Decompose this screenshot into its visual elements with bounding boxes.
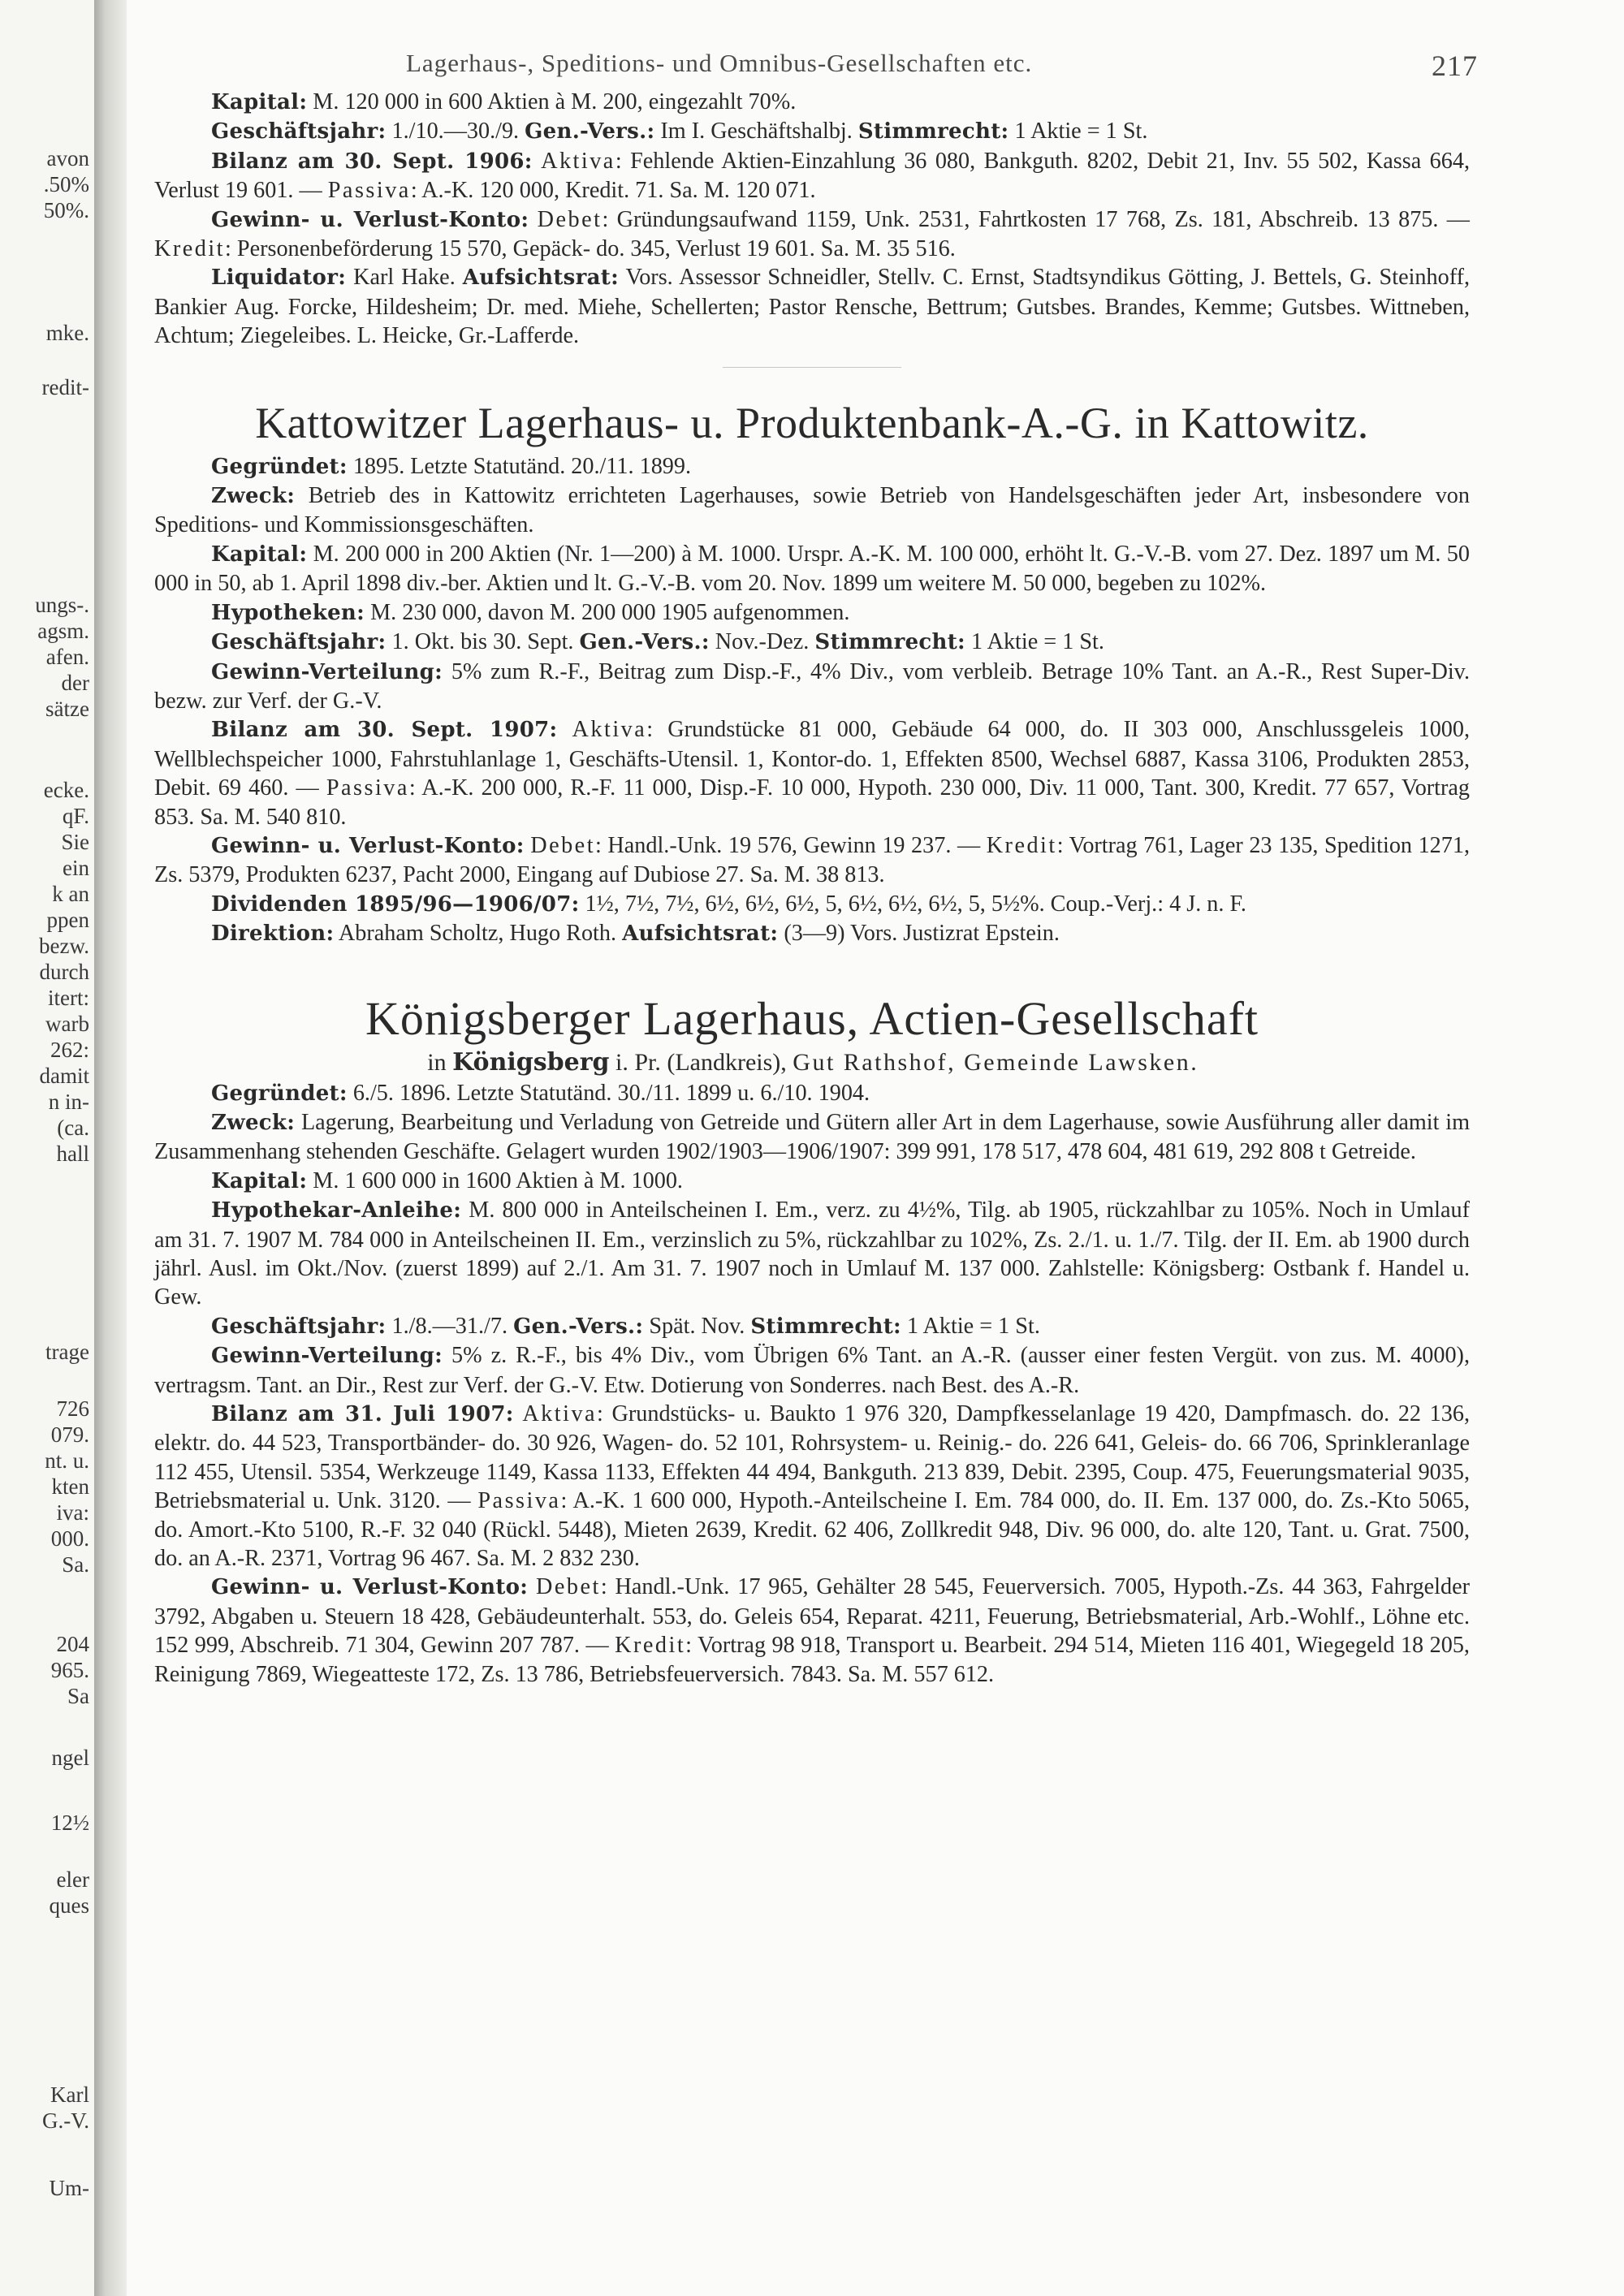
left-page-word: qF. [62, 804, 89, 828]
left-page-word: avon [46, 146, 89, 170]
running-title: Lagerhaus-, Speditions- und Omnibus-Gesellschaften etc. [406, 49, 1033, 77]
paragraph: Geschäftsjahr: 1. Okt. bis 30. Sept. Gen.-Vers.: Nov.-Dez. Stimmrecht: 1 Aktie = 1 St. [211, 629, 1104, 655]
section-divider [723, 367, 901, 368]
field-label: Hypotheken: [211, 600, 365, 625]
page-number: 217 [1432, 50, 1478, 82]
left-page-word: 50%. [43, 198, 89, 222]
field-label: Kapital: [211, 542, 308, 567]
field-label: Gegründet: [211, 1081, 348, 1106]
field-label: Gewinn- u. Verlust-Konto: [211, 1575, 529, 1600]
paragraph: Bilanz am 31. Juli 1907: Aktiva: Grundstücks- u. Baukto 1 976 320, Dampfkesselanlage 19 420, Dampfmasch. do. 22 136, elektr. do. 44 523, Transportbänder- do. 30 926, Wagen- do. 52 101, Rohrsystem- u. Reinig.- do. 226 641, Geleis- do. 66 706, Sprinkleranlage 112 455, Utensil. 5354, Werkzeuge 1149, Kassa 1133, Effekten 44 494, Bankguth. 213 839, Debit. 2395, Coup. 475, Feuerungsmaterial 9035, Betriebsmaterial u. Unk. 3120. — Passiva: A.-K. 1 600 000, Hypoth.-Anteilscheine I. Em. 784 000, do. II. Em. 137 000, do. Zs.-Kto 5065, do. Amort.-Kto 5100, R.-F. 32 040 (Rückl. 5448), Mieten 2639, Kredit. 62 406, Zollkredit 948, Div. 96 000, do. alte 120, Tant. u. Grat. 7500, do. an A.-R. 2371, Vortrag 96 467. Sa. M. 2 832 230. [154, 1401, 1470, 1572]
field-label: Zweck: [211, 484, 296, 509]
field-label: Kapital: [211, 1168, 308, 1193]
left-page-word: .50% [43, 172, 89, 196]
field-label: Gegründet: [211, 454, 348, 479]
entry-title: Königsberger Lagerhaus, Actien-Gesellschaft [365, 991, 1259, 1045]
field-label: Direktion: [211, 921, 335, 947]
left-page-word: afen. [45, 645, 89, 669]
field-label: Gewinn-Verteilung: [211, 659, 443, 684]
entry-kattowitzer [154, 397, 1470, 949]
field-label: Geschäftsjahr: [211, 1314, 387, 1339]
book-page [154, 49, 1478, 1689]
paragraph: Hypotheken: M. 230 000, davon M. 200 000 1905 aufgenommen. [211, 599, 850, 625]
field-label: Geschäftsjahr: [211, 630, 387, 655]
left-page-word: 965. [50, 1658, 89, 1682]
paragraph: Kapital: M. 200 000 in 200 Aktien (Nr. 1—200) à M. 1000. Urspr. A.-K. M. 100 000, erhöht lt. G.-V.-B. vom 27. Dez. 1897 um M. 50 000 in 50, ab 1. April 1898 div.-ber. Aktien und lt. G.-V.-B. vom 20. Nov. 1899 um weitere M. 50 000, begeben zu 102%. [154, 541, 1470, 597]
left-page-word: Sie [61, 830, 89, 854]
left-page-word: 262: [50, 1038, 89, 1062]
field-label: Stimmrecht: [857, 119, 1009, 145]
field-label: Kapital: [211, 90, 308, 114]
left-page-word: ppen [46, 908, 89, 932]
left-page-word: damit [39, 1064, 89, 1088]
field-label: Aufsichtsrat: [462, 265, 619, 291]
entry-title: Kattowitzer Lagerhaus- u. Produktenbank-A.-G. in Kattowitz. [255, 398, 1369, 447]
field-label: Gewinn- u. Verlust-Konto: [211, 833, 525, 858]
left-page-word: Sa. [62, 1552, 89, 1577]
left-page-word: itert: [48, 986, 89, 1010]
entry3-body [154, 1079, 1470, 1690]
left-page-word: 12½ [50, 1810, 89, 1835]
field-label: Zweck: [211, 1110, 296, 1135]
left-page-word: ein [63, 856, 89, 880]
field-label: Bilanz am 30. Sept. 1906: [211, 149, 533, 174]
left-page-word: durch [39, 960, 89, 984]
left-page-word: 000. [50, 1526, 89, 1551]
paragraph: Gegründet: 6./5. 1896. Letzte Statutänd. 30./11. 1899 u. 6./10. 1904. [211, 1080, 870, 1106]
left-page-word: iva: [56, 1500, 89, 1525]
paragraph: Gewinn- u. Verlust-Konto: Debet: Handl.-Unk. 19 576, Gewinn 19 237. — Kredit: Vortrag 761, Lager 23 135, Spedition 1271, Zs. 5379, Produkten 6237, Pacht 2000, Eingang auf Dubiose 27. Sa. M. 38 813. [154, 832, 1471, 888]
entry-omnibus-continuation [154, 88, 1470, 351]
field-label: Gen.-Vers.: [579, 630, 710, 655]
field-label: Bilanz am 30. Sept. 1907: [211, 718, 558, 743]
paragraph: Dividenden 1895/96—1906/07: 1½, 7½, 7½, 6½, 6½, 6½, 5, 6½, 6½, 6½, 5, 5½%. Coup.-Verj.: 4 J. n. F. [211, 891, 1246, 917]
paragraph: Gegründet: 1895. Letzte Statutänd. 20./11. 1899. [211, 453, 692, 479]
left-page-word: k an [52, 882, 89, 906]
left-page-word: 204 [56, 1632, 89, 1656]
left-page-word: kten [51, 1474, 89, 1499]
left-page-word: mke. [45, 321, 89, 345]
left-page-word: G.-V. [41, 2108, 89, 2133]
left-page-word: sätze [45, 697, 89, 721]
paragraph: Bilanz am 30. Sept. 1906: Aktiva: Fehlende Aktien-Einzahlung 36 080, Bankguth. 8202, Debit 21, Inv. 55 502, Kassa 664, Verlust 19 601. — Passiva: A.-K. 120 000, Kredit. 71. Sa. M. 120 071. [154, 148, 1471, 204]
field-label: Liquidator: [211, 265, 347, 291]
paragraph: Kapital: M. 120 000 in 600 Aktien à M. 200, eingezahlt 70%. [211, 89, 797, 114]
field-label: Gewinn-Verteilung: [211, 1344, 443, 1369]
left-page-word: Karl [50, 2082, 89, 2107]
paragraph: Liquidator: Karl Hake. Aufsichtsrat: Vors. Assessor Schneidler, Stellv. C. Ernst, Stadtsyndikus Götting, J. Bettels, G. Steinhoff, Bankier Aug. Forcke, Hildesheim; Dr. med. Miehe, Schellerten; Pastor Rensche, Bettrum; Gutsbes. Brandes, Kemme; Gutsbes. Wittneben, Achtum; Ziegeleibes. L. Heicke, Gr.-Lafferde. [154, 265, 1470, 349]
entry1-body [154, 88, 1470, 351]
field-label: Gen.-Vers.: [525, 119, 655, 145]
entry-koenigsberger [154, 993, 1470, 1690]
paragraph: Hypothekar-Anleihe: M. 800 000 in Anteilscheinen I. Em., verz. zu 4½%, Tilg. ab 1905, rückzahlbar zu 105%. Noch in Umlauf am 31. 7. 1907 M. 784 000 in Anteilscheinen II. Em., verzinslich zu 5%, rückzahlbar zu 102%, Zs. 2./1. u. 1./7. Tilg. der II. Em. ab 1900 durch jährl. Ausl. im Okt./Nov. (zuerst 1899) auf 2./1. Am 31. 7. 1907 noch in Umlauf M. 137 000. Zahlstelle: Königsberg: Ostbank f. Handel u. Gew. [154, 1198, 1470, 1310]
paragraph: Zweck: Lagerung, Bearbeitung und Verladung von Getreide und Gütern aller Art in dem Lagerhause, sowie Ausführung aller damit im Zusammenhang stehenden Geschäfte. Gelagert wurden 1902/1903—1906/1907: 399 991, 178 517, 478 604, 481 619, 292 808 t Getreide. [154, 1109, 1470, 1165]
paragraph: Gewinn- u. Verlust-Konto: Debet: Gründungsaufwand 1159, Unk. 2531, Fahrtkosten 17 768, Zs. 181, Abschreib. 13 875. — Kredit: Personenbeförderung 15 570, Gepäck- do. 345, Verlust 19 601. Sa. M. 35 516. [154, 206, 1470, 262]
left-page-word: redit- [41, 375, 89, 399]
left-page-word: (ca. [57, 1116, 89, 1140]
field-label: Hypothekar-Anleihe: [211, 1198, 462, 1224]
field-label: Geschäftsjahr: [211, 119, 387, 145]
paragraph: Gewinn- u. Verlust-Konto: Debet: Handl.-Unk. 17 965, Gehälter 28 545, Feuerversich. 7005, Hypoth.-Zs. 44 363, Fahrgelder 3792, Abgaben u. Steuern 18 428, Gebäudeunterhalt. 553, do. Geleis 654, Reparat. 4211, Feuerung, Betriebsmaterial, Arb.-Wohlf., Löhne etc. 152 999, Abschreib. 71 304, Gewinn 207 787. — Kredit: Vortrag 98 918, Transport u. Bearbeit. 294 514, Mieten 116 401, Wiegegeld 18 205, Reinigung 7869, Wiegeatteste 172, Zs. 13 786, Betriebsfeuerversich. 7843. Sa. M. 557 612. [154, 1574, 1471, 1687]
page-header [154, 49, 1478, 88]
left-page-word: Sa [67, 1684, 89, 1708]
left-page-word: eler [56, 1867, 89, 1892]
left-page-word: Um- [49, 2176, 89, 2200]
left-page-word: ques [49, 1893, 89, 1918]
paragraph: Bilanz am 30. Sept. 1907: Aktiva: Grundstücke 81 000, Gebäude 64 000, do. II 303 000, Anschlussgeleis 1000, Wellblechspeicher 1000, Fahrstuhlanlage 1, Geschäfts-Utensil. 1, Kontor-do. 1, Effekten 8500, Wechsel 6887, Kassa 3106, Produkten 2853, Debit. 69 460. — Passiva: A.-K. 200 000, R.-F. 11 000, Disp.-F. 10 000, Hypoth. 230 000, Div. 11 000, Tant. 300, Kredit. 77 657, Vortrag 853. Sa. M. 540 810. [154, 717, 1471, 830]
field-label: Aufsichtsrat: [622, 921, 779, 947]
field-label: Gewinn- u. Verlust-Konto: [211, 207, 529, 232]
page-gutter-shadow [94, 0, 127, 2296]
entry-subtitle: in Königsberg i. Pr. (Landkreis), Gut Rathshof, Gemeinde Lawsken. [427, 1047, 1197, 1077]
left-page-word: nt. u. [45, 1448, 89, 1473]
left-page-word: hall [56, 1142, 89, 1166]
field-label: Dividenden 1895/96—1906/07: [211, 891, 580, 917]
paragraph: Zweck: Betrieb des in Kattowitz errichteten Lagerhauses, sowie Betrieb von Handelsgeschäften jeder Art, insbesondere von Speditions- und Kommissionsgeschäften. [154, 483, 1470, 538]
entry2-body [154, 452, 1470, 949]
paragraph: Geschäftsjahr: 1./8.—31./7. Gen.-Vers.: Spät. Nov. Stimmrecht: 1 Aktie = 1 St. [211, 1313, 1040, 1339]
left-page-word: n in- [48, 1090, 89, 1114]
left-page-word: der [61, 671, 89, 695]
left-page-word: ecke. [43, 778, 89, 802]
paragraph: Gewinn-Verteilung: 5% zum R.-F., Beitrag zum Disp.-F., 4% Div., vom verbleib. Betrage 10% Tant. an A.-R., Rest Super-Div. bezw. zur Verf. der G.-V. [154, 658, 1470, 714]
left-page-word: trage [45, 1340, 89, 1364]
left-page-word: warb [45, 1012, 89, 1036]
paragraph: Gewinn-Verteilung: 5% z. R.-F., bis 4% Div., vom Übrigen 6% Tant. an A.-R. (ausser einer festen Vergüt. von zus. M. 4000), vertragsm. Tant. an Dir., Rest zur Verf. der G.-V. Etw. Dotierung von Sonderres. nach Best. des A.-R. [154, 1343, 1470, 1398]
field-label: Stimmrecht: [750, 1314, 901, 1339]
left-page-fragment [0, 0, 94, 2296]
paragraph: Geschäftsjahr: 1./10.—30./9. Gen.-Vers.: Im I. Geschäftshalbj. Stimmrecht: 1 Aktie = 1 St. [211, 119, 1148, 145]
left-page-word: ungs-. [35, 593, 89, 617]
field-label: Gen.-Vers.: [513, 1314, 644, 1339]
paragraph: Kapital: M. 1 600 000 in 1600 Aktien à M. 1000. [211, 1167, 683, 1193]
left-page-word: ngel [51, 1746, 89, 1770]
field-label: Stimmrecht: [814, 630, 965, 655]
left-page-word: bezw. [39, 934, 89, 958]
left-page-word: agsm. [37, 619, 89, 643]
left-page-word: 726 [56, 1396, 89, 1421]
field-label: Bilanz am 31. Juli 1907: [211, 1402, 514, 1427]
paragraph: Direktion: Abraham Scholtz, Hugo Roth. Aufsichtsrat: (3—9) Vors. Justizrat Epstein. [211, 921, 1060, 947]
left-page-word: 079. [50, 1422, 89, 1447]
